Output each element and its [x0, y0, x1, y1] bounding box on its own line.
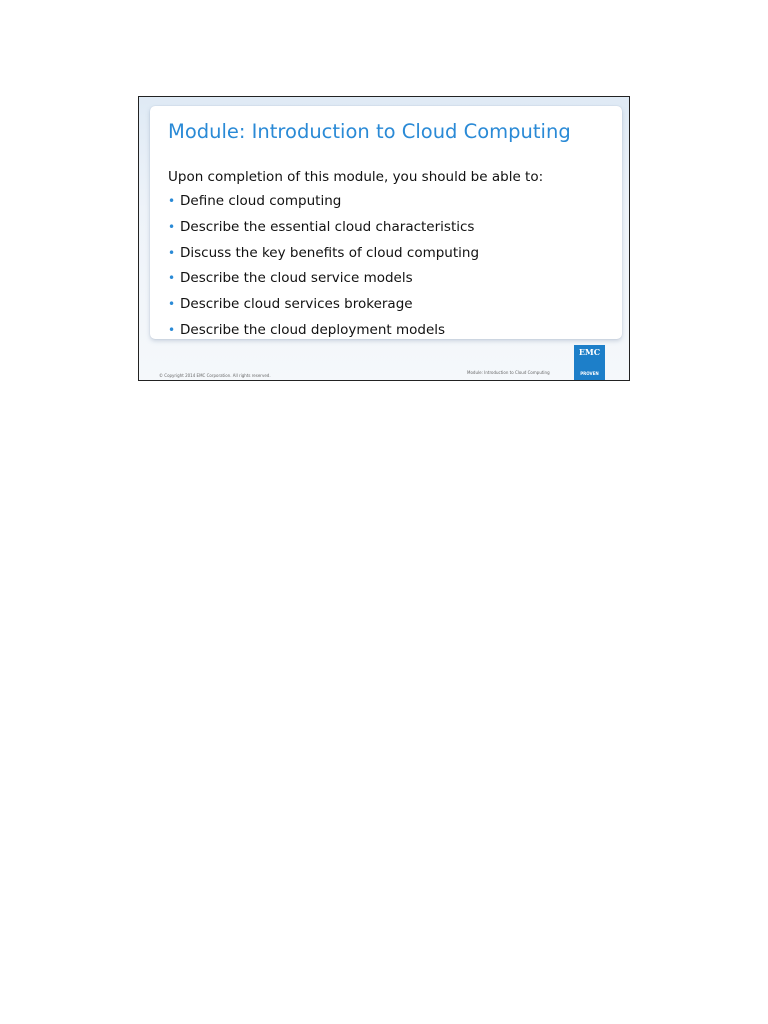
- logo-subtext: PROVEN: [580, 371, 599, 376]
- copyright-footer: © Copyright 2014 EMC Corporation. All rights reserved.: [159, 373, 271, 378]
- content-panel: [150, 106, 622, 339]
- list-item: [168, 321, 479, 347]
- bullet-dot-icon: •: [168, 271, 176, 286]
- intro-text: Upon completion of this module, you should be able to:: [168, 169, 544, 185]
- slide-title: Module: Introduction to Cloud Computing: [168, 120, 571, 143]
- list-item: [168, 192, 479, 218]
- slide: [138, 96, 630, 381]
- list-item: [168, 218, 479, 244]
- module-footer: Module: Introduction to Cloud Computing: [467, 370, 550, 375]
- objectives-list: [168, 192, 479, 347]
- list-item: [168, 244, 479, 270]
- objective-text: Describe the cloud service models: [180, 270, 413, 287]
- bullet-dot-icon: •: [168, 322, 176, 337]
- logo-text: EMC: [578, 347, 601, 357]
- objective-text: Define cloud computing: [180, 193, 342, 209]
- objective-text: Describe the essential cloud characteristics: [180, 218, 475, 235]
- bullet-dot-icon: •: [168, 219, 176, 234]
- list-item: [168, 295, 479, 321]
- bullet-dot-icon: •: [168, 245, 176, 260]
- list-item: [168, 269, 479, 295]
- bullet-dot-icon: •: [168, 297, 176, 312]
- objective-text: Describe cloud services brokerage: [180, 296, 413, 313]
- objective-text: Describe the cloud deployment models: [180, 321, 446, 338]
- objective-text: Discuss the key benefits of cloud computing: [180, 244, 480, 261]
- bullet-dot-icon: •: [168, 194, 176, 208]
- emc-logo-icon: [574, 345, 605, 380]
